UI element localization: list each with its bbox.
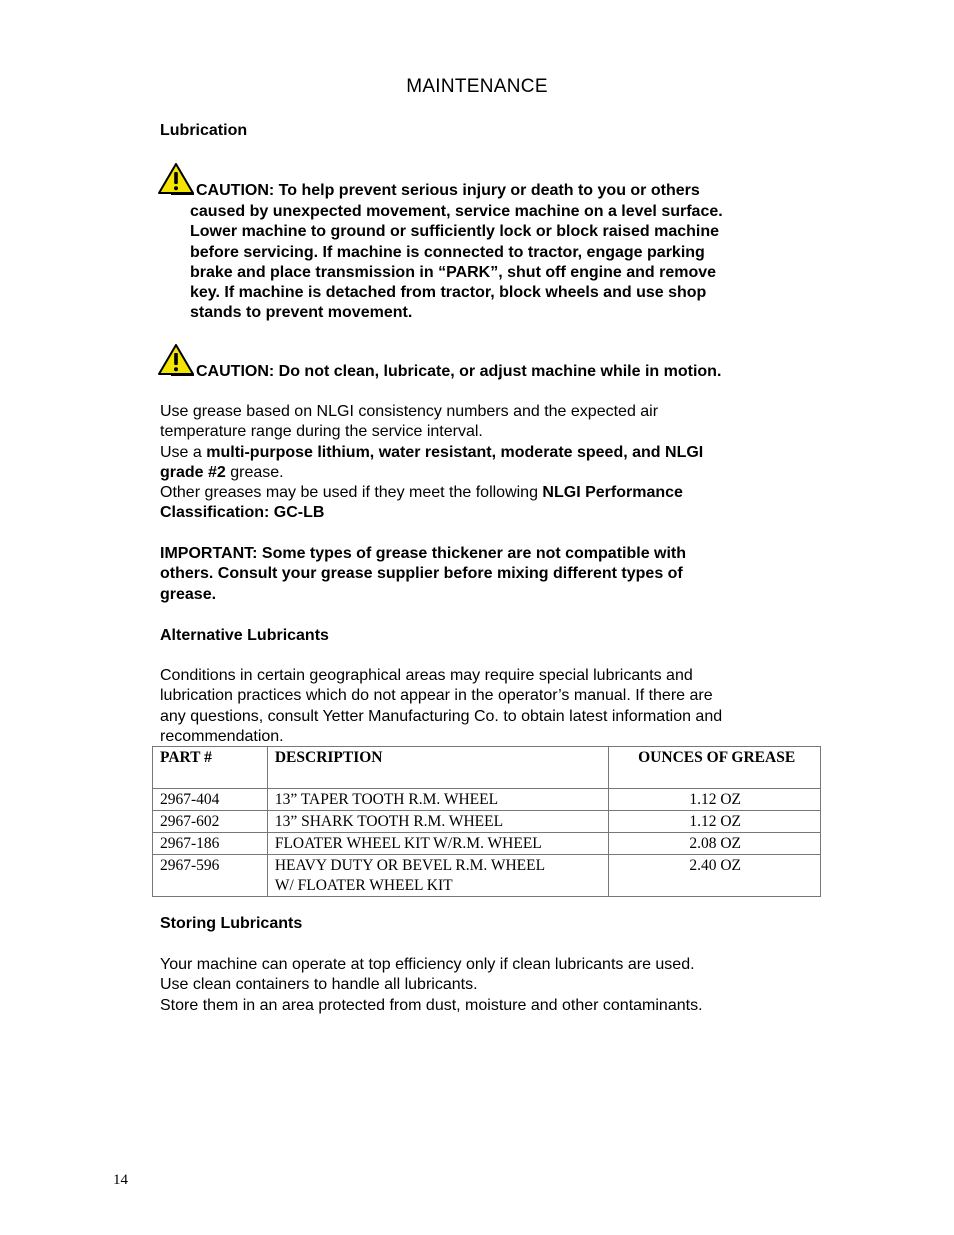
part-description-line: W/ FLOATER WHEEL KIT xyxy=(274,877,453,894)
alt-line: recommendation. xyxy=(160,727,284,745)
lubrication-heading: Lubrication xyxy=(160,122,248,139)
grease-ounces: 2.40 OZ xyxy=(609,855,821,897)
part-description: 13” SHARK TOOTH R.M. WHEEL xyxy=(267,811,608,833)
grease-line xyxy=(160,463,800,483)
classification-bold: Classification: GC-LB xyxy=(160,504,325,522)
storing-line: Use clean containers to handle all lubricants. xyxy=(160,976,478,994)
important-line: others. Consult your grease supplier before mixing different types of xyxy=(160,565,683,583)
table-row xyxy=(153,855,821,897)
table-row xyxy=(153,833,821,855)
warning-triangle-icon xyxy=(158,163,194,195)
grease-table xyxy=(152,746,821,897)
caution-1-line: caused by unexpected movement, service machine on a level surface. xyxy=(190,203,723,220)
page-title: MAINTENANCE xyxy=(406,76,548,97)
grease-text: Use a xyxy=(160,443,207,461)
caution-block-2 xyxy=(158,344,798,384)
grease-ounces: 1.12 OZ xyxy=(609,811,821,833)
grease-ounces: 1.12 OZ xyxy=(609,789,821,811)
table-header-row xyxy=(153,747,821,789)
grease-line xyxy=(160,483,800,503)
column-header-description: DESCRIPTION xyxy=(267,747,608,789)
caution-1-first-line: CAUTION: To help prevent serious injury or death to you or others xyxy=(196,182,700,199)
caution-1-line: stands to prevent movement. xyxy=(190,304,413,322)
grease-text: Other greases may be used if they meet the following xyxy=(160,484,543,502)
part-description: 13” TAPER TOOTH R.M. WHEEL xyxy=(267,789,608,811)
alt-line: any questions, consult Yetter Manufacturing Co. to obtain latest information and xyxy=(160,707,723,725)
part-number: 2967-404 xyxy=(153,789,268,811)
table-row xyxy=(153,811,821,833)
part-number: 2967-596 xyxy=(153,855,268,897)
caution-1-line: key. If machine is detached from tractor, block wheels and use shop xyxy=(190,284,707,302)
alternative-lubricants-text xyxy=(160,666,810,747)
alternative-lubricants-heading: Alternative Lubricants xyxy=(160,627,329,644)
caution-1-line: before servicing. If machine is connected to tractor, engage parking xyxy=(190,243,705,261)
grease-line xyxy=(160,503,800,523)
important-notice xyxy=(160,544,800,605)
storing-lubricants-heading: Storing Lubricants xyxy=(160,915,303,932)
page-number: 14 xyxy=(113,1172,128,1188)
grease-line xyxy=(160,443,800,463)
grease-grade-bold: grade #2 xyxy=(160,463,226,481)
grease-paragraph xyxy=(160,402,800,524)
caution-1-line: Lower machine to ground or sufficiently lock or block raised machine xyxy=(190,223,719,241)
warning-triangle-icon xyxy=(158,344,194,376)
important-line: IMPORTANT: Some types of grease thickener are not compatible with xyxy=(160,545,687,562)
part-description xyxy=(267,855,608,897)
alt-line: lubrication practices which do not appear in the operator’s manual. If there are xyxy=(160,687,713,705)
alt-line: Conditions in certain geographical areas may require special lubricants and xyxy=(160,667,693,684)
important-line: grease. xyxy=(160,585,217,603)
caution-1-body xyxy=(190,202,800,324)
grease-line: temperature range during the service interval. xyxy=(160,423,483,441)
grease-ounces: 2.08 OZ xyxy=(609,833,821,855)
table-row xyxy=(153,789,821,811)
storing-lubricants-text xyxy=(160,955,810,1016)
caution-2-text: CAUTION: Do not clean, lubricate, or adjust machine while in motion. xyxy=(196,363,722,380)
caution-block-1 xyxy=(158,163,798,323)
caution-1-line: brake and place transmission in “PARK”, shut off engine and remove xyxy=(190,263,717,281)
storing-line: Your machine can operate at top efficiency only if clean lubricants are used. xyxy=(160,956,695,973)
part-number: 2967-186 xyxy=(153,833,268,855)
part-description-line: HEAVY DUTY OR BEVEL R.M. WHEEL xyxy=(274,857,546,874)
column-header-ounces: OUNCES OF GREASE xyxy=(609,747,821,789)
part-description: FLOATER WHEEL KIT W/R.M. WHEEL xyxy=(267,833,608,855)
grease-spec-bold: multi-purpose lithium, water resistant, moderate speed, and NLGI xyxy=(206,443,704,461)
column-header-part: PART # xyxy=(153,747,268,789)
part-number: 2967-602 xyxy=(153,811,268,833)
grease-text: grease. xyxy=(225,463,284,481)
nlgi-bold: NLGI Performance xyxy=(542,484,683,502)
grease-line: Use grease based on NLGI consistency numbers and the expected air xyxy=(160,403,659,420)
storing-line: Store them in an area protected from dust, moisture and other contaminants. xyxy=(160,996,703,1014)
